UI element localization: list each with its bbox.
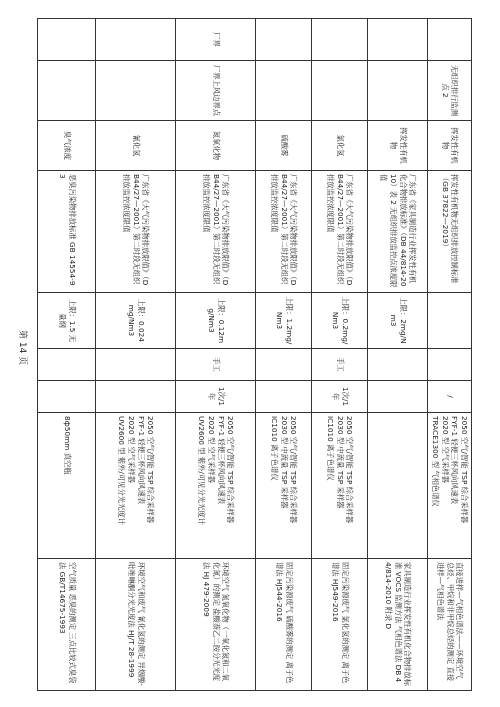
table-row <box>368 19 428 691</box>
cell-pollutant: 氰化氢 <box>96 121 176 171</box>
cell-method: 手工 <box>176 349 256 381</box>
cell-pollutant: 挥发性有机物 <box>428 121 472 171</box>
cell-point: 无组织排行监测点 2 <box>428 61 472 121</box>
cell-method <box>368 349 428 381</box>
cell-point <box>368 61 428 121</box>
cell-pollutant: 氯化氢 <box>312 121 368 171</box>
cell-method <box>96 349 176 381</box>
monitoring-table <box>38 18 473 691</box>
cell-location <box>96 19 176 61</box>
cell-analysis: 固定污染源废气 硫酸雾的测定 离子色谱法 HJ544-2016 <box>256 559 312 691</box>
cell-instrument <box>368 413 428 559</box>
cell-instrument: 2050 空气/智能 TSP 综合采样器 FYF-1 轻便三杯风向风速表 2020 型 空气采样器 UV2600 型 紫外/可见分光光度计 <box>176 413 256 559</box>
cell-frequency <box>38 381 96 413</box>
cell-standard: 广东省《家具制造行业挥发性有机化合物排放标准》（DB 44/814-2010）表 2 无组织排放监控点浓度限值 <box>368 171 428 293</box>
cell-point <box>312 61 368 121</box>
cell-location <box>256 19 312 61</box>
cell-location <box>368 19 428 61</box>
cell-limit: 上限：0.12mg/Nm3 <box>176 293 256 349</box>
cell-point <box>256 61 312 121</box>
cell-analysis: 家具制造行业挥发性有机化合物排放标准 VOCS 监测方法 气相色谱法 DB 44/814-2010 附录 D <box>368 559 428 691</box>
cell-point <box>96 61 176 121</box>
cell-standard: 恶臭污染物排放标准 GB 14554-93 <box>38 171 96 293</box>
cell-standard: 广东省《大气污染物排放限值》（DB44/27—2001）第二时段无组织排放监控浓度限值 <box>96 171 176 293</box>
cell-limit: 上限：1.5 无量纲 <box>38 293 96 349</box>
cell-instrument: 2050 空气/智能 TSP 综合采样器 2030 型 中流量 TSP 采样器 IC1010 离子色谱仪 <box>256 413 312 559</box>
cell-pollutant: 挥发性有机物 <box>368 121 428 171</box>
cell-instrument: 2050 空气/智能 TSP 综合采样器 FYF-1 轻便三杯风向风速表 2020 型 空气采样器 TRACE1300 型 气相色谱仪 <box>428 413 472 559</box>
cell-method <box>428 349 472 381</box>
cell-analysis: 直接进样—气相色谱法——环境空气 总烃、甲烷和非甲烷总烃的测定 直接进样—气相色谱法 <box>428 559 472 691</box>
cell-frequency <box>256 381 312 413</box>
cell-standard: 广东省《大气污染物排放限值》（DB44/27—2001）第二时段无组织排放监控浓度限值 <box>256 171 312 293</box>
cell-method <box>256 349 312 381</box>
cell-frequency: 1次/1年 <box>312 381 368 413</box>
cell-limit: 上限：1.2mg/Nm3 <box>256 293 312 349</box>
page-number: 第 14 页 <box>17 330 27 366</box>
cell-analysis: 固定污染源废气 氯化氢的测定 离子色谱法 HJ549-2016 <box>312 559 368 691</box>
table-row <box>96 19 176 691</box>
cell-method: 手工 <box>312 349 368 381</box>
cell-limit: 上限：0.024mg/Nm3 <box>96 293 176 349</box>
cell-location <box>428 19 472 61</box>
cell-standard: 广东省《大气污染物排放限值》（DB44/27—2001）第二时段无组织排放监控浓度限值 <box>312 171 368 293</box>
cell-analysis: 空气质量 恶臭的测定 三点比较式臭袋法 GB/T14675-1993 <box>38 559 96 691</box>
cell-frequency: 1次/1年 <box>176 381 256 413</box>
table-row <box>256 19 312 691</box>
cell-limit <box>428 293 472 349</box>
table-row <box>312 19 368 691</box>
cell-analysis: 环境空气和废气 氰化氢的测定 异烟酸-吡唑啉酮分光光度法 HJ/T 28-1999 <box>96 559 176 691</box>
cell-limit: 上限：2mg/Nm3 <box>368 293 428 349</box>
cell-standard: 广东省《大气污染物排放限值》（DB44/27—2001）第二时段无组织排放监控浓度限值 <box>176 171 256 293</box>
cell-pollutant: 氮氧化物 <box>176 121 256 171</box>
cell-location <box>312 19 368 61</box>
cell-instrument: 2050 空气/智能 TSP 综合采样器 2030 型 中流量 TSP 采样器 IC1010 离子色谱仪 <box>312 413 368 559</box>
cell-frequency <box>368 381 428 413</box>
cell-point: 厂界上风边界点 <box>176 61 256 121</box>
cell-method <box>38 349 96 381</box>
cell-frequency <box>96 381 176 413</box>
cell-frequency: / <box>428 381 472 413</box>
cell-location <box>38 19 96 61</box>
cell-location: 厂界 <box>176 19 256 61</box>
cell-pollutant: 臭气浓度 <box>38 121 96 171</box>
cell-limit: 上限：0.2mg/Nm3 <box>312 293 368 349</box>
cell-instrument: 8ф50mm 真空瓶 <box>38 413 96 559</box>
table-row <box>38 19 96 691</box>
table-row <box>428 19 472 691</box>
cell-point <box>38 61 96 121</box>
table-row <box>176 19 256 691</box>
cell-pollutant: 硫酸雾 <box>256 121 312 171</box>
cell-standard: 挥发性有机物无组织排放控制标准（GB 37822—2019） <box>428 171 472 293</box>
cell-analysis: 环境空气 氮氧化物（一氧化氮和二氧化氮）的测定 盐酸萘乙二胺分光光度法 HJ 479-2009 <box>176 559 256 691</box>
cell-instrument: 2050 空气/智能 TSP 综合采样器 FYF-1 轻便三杯风向风速表 2020 型 空气采样器 UV2600 型 紫外/可见分光光度计 <box>96 413 176 559</box>
